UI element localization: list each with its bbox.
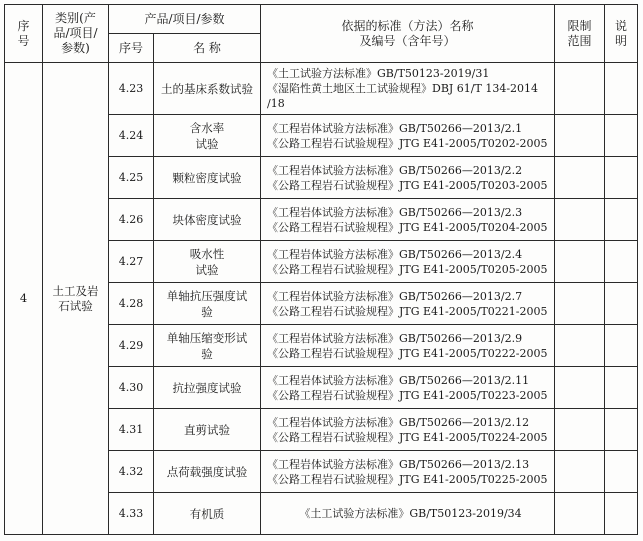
row-standard-line: 《公路工程岩石试验规程》JTG E41-2005/T0203-2005: [267, 178, 548, 192]
row-id-cell: 4.33: [109, 493, 154, 535]
row-name-line: 含水率: [189, 120, 225, 135]
standard-header: [261, 5, 555, 63]
row-name-cell: [154, 325, 261, 367]
row-standard-line: 《工程岩体试验方法标准》GB/T50266—2013/2.1: [267, 121, 523, 135]
row-name-cell: [154, 199, 261, 241]
row-id-cell: 4.25: [109, 157, 154, 199]
row-standard-cell: [261, 451, 555, 493]
note-header-line: 明: [614, 33, 627, 48]
row-id-cell: 4.32: [109, 451, 154, 493]
row-note-cell: [605, 451, 638, 493]
row-name-line: 点荷载强度试验: [166, 464, 248, 479]
row-standard-line: 《工程岩体试验方法标准》GB/T50266—2013/2.7: [267, 289, 523, 303]
note-header-line: 说: [614, 18, 627, 33]
standard-header-line: 及编号（含年号）: [359, 33, 456, 48]
row-note-cell: [605, 283, 638, 325]
row-name-line: 吸水性: [189, 246, 225, 261]
row-standard-line: 《公路工程岩石试验规程》JTG E41-2005/T0224-2005: [267, 430, 548, 444]
row-standard-cell: [261, 325, 555, 367]
row-standard-cell: [261, 409, 555, 451]
row-standard-line: 《公路工程岩石试验规程》JTG E41-2005/T0221-2005: [267, 304, 548, 318]
row-note-cell: [605, 325, 638, 367]
note-header: [605, 5, 638, 63]
row-standard-cell: [261, 241, 555, 283]
row-standard-cell: [261, 493, 555, 535]
row-limit-cell: [555, 325, 605, 367]
row-standard-cell: [261, 283, 555, 325]
test-standards-table: [4, 4, 638, 535]
row-name-cell: [154, 283, 261, 325]
row-id-cell: 4.29: [109, 325, 154, 367]
row-standard-cell: [261, 199, 555, 241]
row-name-cell: [154, 451, 261, 493]
standard-header-line: 依据的标准（方法）名称: [341, 18, 474, 33]
row-standard-line: 《工程岩体试验方法标准》GB/T50266—2013/2.2: [267, 163, 523, 177]
row-id-cell: 4.26: [109, 199, 154, 241]
category-header: [43, 5, 109, 63]
row-note-cell: [605, 409, 638, 451]
limit-header-line: 限制: [567, 18, 592, 33]
row-note-cell: [605, 115, 638, 157]
row-limit-cell: [555, 409, 605, 451]
row-name-line: 单轴压缩变形试: [166, 330, 248, 345]
row-standard-line: 《公路工程岩石试验规程》JTG E41-2005/T0222-2005: [267, 346, 548, 360]
row-standard-line: 《土工试验方法标准》GB/T50123-2019/31: [267, 67, 490, 80]
row-id-cell: 4.27: [109, 241, 154, 283]
row-name-line: 试验: [195, 136, 219, 151]
row-name-cell: [154, 409, 261, 451]
row-name-cell: [154, 157, 261, 199]
category-header-line: 品/项目/: [53, 26, 98, 40]
row-standard-line: 《工程岩体试验方法标准》GB/T50266—2013/2.3: [267, 205, 523, 219]
row-name-cell: [154, 367, 261, 409]
row-standard-cell: [261, 157, 555, 199]
row-limit-cell: [555, 63, 605, 115]
seq-header-line: 号: [17, 33, 30, 48]
row-name-line: 单轴抗压强度试: [166, 288, 248, 303]
row-standard-line: 《公路工程岩石试验规程》JTG E41-2005/T0202-2005: [267, 136, 548, 150]
category-header-line: 参数): [61, 41, 90, 55]
row-name-cell: [154, 241, 261, 283]
row-note-cell: [605, 199, 638, 241]
row-note-cell: [605, 493, 638, 535]
limit-header: [555, 5, 605, 63]
row-name-cell: [154, 63, 261, 115]
limit-header-line: 范围: [567, 33, 592, 48]
row-standard-line: 《工程岩体试验方法标准》GB/T50266—2013/2.4: [267, 247, 523, 261]
row-note-cell: [605, 367, 638, 409]
row-limit-cell: [555, 451, 605, 493]
row-standard-cell: [261, 115, 555, 157]
group-category-line: 石试验: [58, 298, 93, 313]
row-standard-line: 《公路工程岩石试验规程》JTG E41-2005/T0223-2005: [267, 388, 548, 402]
row-standard-cell: [261, 63, 555, 115]
row-standard-line: 《工程岩体试验方法标准》GB/T50266—2013/2.13: [267, 457, 530, 471]
row-name-line: 土的基床系数试验: [161, 81, 253, 96]
header-row-1: [5, 5, 638, 34]
row-id-cell: 4.31: [109, 409, 154, 451]
row-name-line: 验: [201, 346, 213, 361]
name-header: 名 称: [154, 34, 261, 63]
row-name-line: 试验: [195, 262, 219, 277]
group-category-line: 土工及岩: [52, 283, 99, 298]
row-name-line: 抗拉强度试验: [172, 380, 242, 395]
row-name-line: 有机质: [189, 506, 225, 521]
table-row: [5, 63, 638, 115]
category-header-line: 类别(产: [55, 11, 96, 25]
row-limit-cell: [555, 115, 605, 157]
row-name-line: 直剪试验: [184, 422, 230, 437]
row-limit-cell: [555, 157, 605, 199]
row-standard-line: /18: [267, 97, 285, 110]
seq-header-line: 序: [17, 18, 30, 33]
row-name-cell: [154, 115, 261, 157]
row-standard-line: 《公路工程岩石试验规程》JTG E41-2005/T0205-2005: [267, 262, 548, 276]
row-note-cell: [605, 63, 638, 115]
seq-header: [5, 5, 43, 63]
row-id-cell: 4.23: [109, 63, 154, 115]
table-body: [5, 63, 638, 535]
row-standard-line: 《土工试验方法标准》GB/T50123-2019/34: [299, 507, 522, 520]
row-limit-cell: [555, 493, 605, 535]
row-limit-cell: [555, 283, 605, 325]
row-name-line: 验: [201, 304, 213, 319]
row-id-cell: 4.30: [109, 367, 154, 409]
row-note-cell: [605, 157, 638, 199]
row-standard-cell: [261, 367, 555, 409]
row-standard-line: 《公路工程岩石试验规程》JTG E41-2005/T0225-2005: [267, 472, 548, 486]
group-header: 产品/项目/参数: [109, 5, 261, 34]
row-standard-line: 《工程岩体试验方法标准》GB/T50266—2013/2.12: [267, 415, 530, 429]
row-note-cell: [605, 241, 638, 283]
group-category-cell: [43, 63, 109, 535]
row-standard-line: 《工程岩体试验方法标准》GB/T50266—2013/2.11: [267, 373, 530, 387]
row-limit-cell: [555, 367, 605, 409]
row-standard-line: 《公路工程岩石试验规程》JTG E41-2005/T0204-2005: [267, 220, 548, 234]
group-seq-cell: 4: [5, 63, 43, 535]
row-limit-cell: [555, 241, 605, 283]
row-id-cell: 4.28: [109, 283, 154, 325]
row-name-line: 块体密度试验: [172, 212, 242, 227]
row-limit-cell: [555, 199, 605, 241]
row-standard-line: 《湿陷性黄土地区土工试验规程》DBJ 61/T 134-2014: [267, 82, 539, 95]
row-standard-line: 《工程岩体试验方法标准》GB/T50266—2013/2.9: [267, 331, 523, 345]
row-name-cell: [154, 493, 261, 535]
sub-seq-header: 序号: [109, 34, 154, 63]
row-id-cell: 4.24: [109, 115, 154, 157]
row-name-line: 颗粒密度试验: [172, 170, 242, 185]
